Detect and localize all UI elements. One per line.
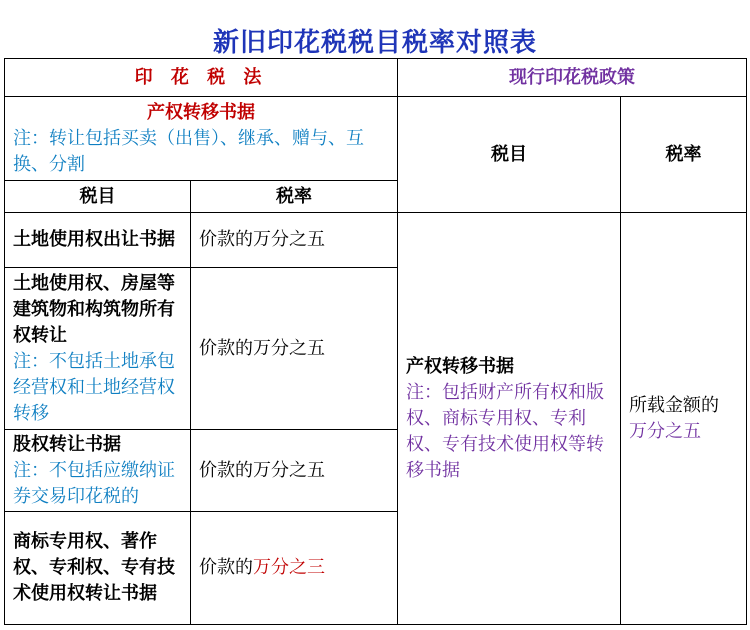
item-name: 土地使用权、房屋等建筑物和构筑物所有权转让: [13, 272, 175, 346]
page-title: 新旧印花税税目税率对照表: [212, 28, 537, 58]
rate-text: 价款的万分之五: [199, 459, 325, 481]
item-note: 注：不包括土地承包经营权和土地经营权转移: [13, 350, 175, 424]
rate-text: 价款的: [199, 557, 253, 578]
rate-cell: [191, 268, 398, 430]
item-cell: [5, 430, 191, 512]
header-row: [5, 59, 747, 97]
old-section-note: 注：转让包括买卖（出售）、继承、赠与、互换、分割: [13, 127, 364, 175]
rate-text: 价款的万分之五: [199, 337, 325, 359]
current-item-note: 注：包括财产所有权和版权、商标专用权、专利权、专有技术使用权等转移书据: [406, 381, 604, 481]
table-row: [5, 213, 747, 268]
item-name: 商标专用权、著作权、专利权、专有技术使用权转让书据: [13, 531, 175, 604]
rate-text: 价款的万分之五: [199, 229, 325, 250]
rate-cell: [191, 512, 398, 625]
old-section-cell: [5, 97, 398, 181]
item-note: 注：不包括应缴纳证券交易印花税的: [13, 459, 175, 507]
old-col-item-header: 税目: [5, 181, 191, 213]
item-cell: [5, 512, 191, 625]
item-cell: [5, 213, 191, 268]
old-section-row: [5, 97, 747, 181]
rate-cell: [191, 213, 398, 268]
old-col-rate-header: 税率: [191, 181, 398, 213]
item-cell: [5, 268, 191, 430]
current-rate-cell: [621, 213, 747, 625]
rate-cell: [191, 430, 398, 512]
current-rate-highlight: 万分之五: [629, 420, 701, 442]
rate-highlight: 万分之三: [253, 557, 325, 578]
current-col-rate-header: 税率: [621, 97, 747, 213]
current-item-cell: [398, 213, 621, 625]
tax-comparison-table: [4, 58, 747, 625]
current-policy-header: 现行印花税政策: [398, 59, 747, 97]
old-section-title: 产权转移书据: [147, 101, 255, 123]
current-rate-text: 所载金额的: [629, 394, 719, 416]
item-name: 股权转让书据: [13, 433, 121, 455]
current-col-item-header: 税目: [398, 97, 621, 213]
current-item-title: 产权转移书据: [406, 355, 514, 377]
item-name: 土地使用权出让书据: [13, 229, 175, 250]
old-law-header: 印 花 税 法: [5, 59, 398, 97]
